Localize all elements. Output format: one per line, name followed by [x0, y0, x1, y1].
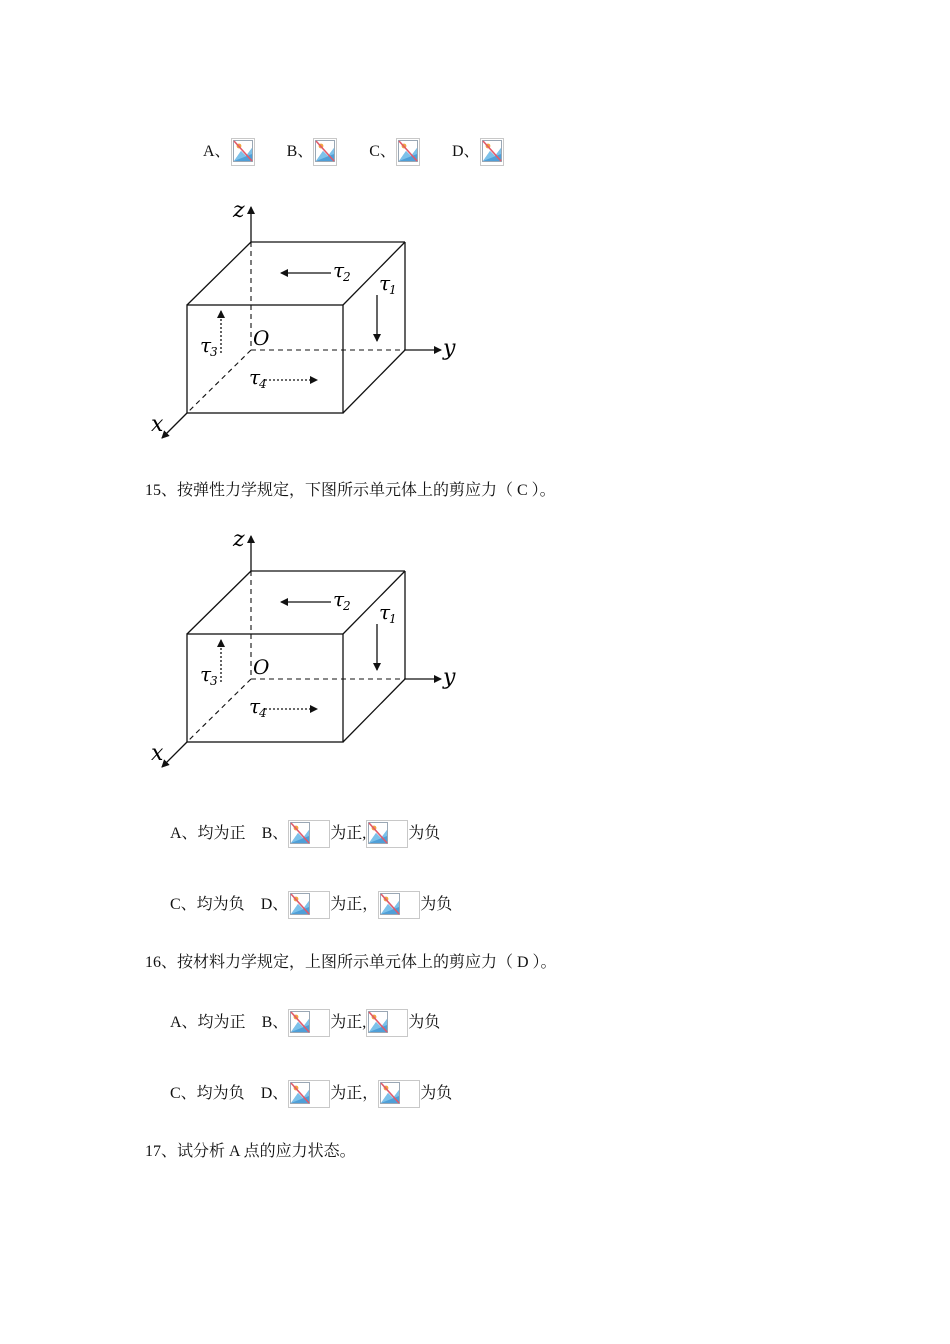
origin-label: O: [253, 655, 270, 679]
q16-options-row-1: [170, 1009, 440, 1037]
q16-option-d-end: 为负: [420, 1085, 453, 1102]
q15-option-b-mid: 为正,: [330, 825, 367, 842]
axis-z-label: z: [233, 198, 245, 223]
q16-option-b-end: 为负: [408, 1014, 441, 1031]
q14-option-a-label: A、: [203, 143, 231, 160]
broken-image-icon: [288, 820, 330, 848]
q15-option-c: C、均为负: [170, 896, 245, 913]
q16-option-b-label: B、: [261, 1014, 289, 1031]
tau-symbol: τ: [333, 587, 345, 611]
tau-symbol: τ: [200, 333, 212, 357]
tau-subscript: 3: [210, 674, 218, 688]
q14-options-row: [203, 138, 504, 166]
tau-symbol: τ: [200, 662, 212, 686]
broken-image-icon: [231, 138, 255, 166]
q15-option-d-end: 为负: [420, 896, 453, 913]
broken-image-icon: [480, 138, 504, 166]
cube-diagram-1: [145, 195, 475, 450]
q17-question: 17、试分析 A 点的应力状态。: [145, 1143, 356, 1160]
q15-options-row-1: [170, 820, 440, 848]
q15-option-d-mid: 为正，: [330, 896, 379, 913]
q15-question: 15、按弹性力学规定，下图所示单元体上的剪应力（ C ）。: [145, 482, 556, 499]
tau-symbol: τ: [249, 365, 261, 389]
tau-subscript: 4: [259, 706, 267, 720]
broken-image-icon: [378, 1080, 420, 1108]
q16-option-d-mid: 为正，: [330, 1085, 379, 1102]
q16-option-d-label: D、: [260, 1085, 289, 1102]
broken-image-icon: [366, 820, 408, 848]
axis-x-label: x: [151, 741, 164, 766]
q15-option-a: A、均为正: [170, 825, 246, 842]
q15-option-b-end: 为负: [408, 825, 441, 842]
q16-option-a: A、均为正: [170, 1014, 246, 1031]
q14-option-c-label: C、: [369, 143, 396, 160]
broken-image-icon: [288, 891, 330, 919]
broken-image-icon: [288, 1009, 330, 1037]
broken-image-icon: [396, 138, 420, 166]
tau-symbol: τ: [379, 600, 391, 624]
cube-diagram-2: [145, 524, 475, 779]
q15-option-b-label: B、: [261, 825, 289, 842]
tau-subscript: 1: [389, 612, 397, 626]
broken-image-icon: [313, 138, 337, 166]
tau-subscript: 4: [259, 377, 267, 391]
tau-subscript: 2: [343, 270, 351, 284]
q16-option-b-mid: 为正,: [330, 1014, 367, 1031]
axis-y-label: y: [443, 665, 456, 690]
tau-symbol: τ: [249, 694, 261, 718]
tau-symbol: τ: [379, 271, 391, 295]
broken-image-icon: [366, 1009, 408, 1037]
q16-question: 16、按材料力学规定，上图所示单元体上的剪应力（ D ）。: [145, 954, 557, 971]
tau-subscript: 3: [210, 345, 218, 359]
q15-options-row-2: [170, 891, 452, 919]
origin-label: O: [253, 326, 270, 350]
tau-subscript: 1: [389, 283, 397, 297]
broken-image-icon: [288, 1080, 330, 1108]
q16-option-c: C、均为负: [170, 1085, 245, 1102]
broken-image-icon: [378, 891, 420, 919]
q15-option-d-label: D、: [260, 896, 289, 913]
axis-y-label: y: [443, 336, 456, 361]
q16-options-row-2: [170, 1080, 452, 1108]
tau-symbol: τ: [333, 258, 345, 282]
axis-x-label: x: [151, 412, 164, 437]
q14-option-d-label: D、: [451, 143, 480, 160]
axis-z-label: z: [233, 527, 245, 552]
q14-option-b-label: B、: [286, 143, 314, 160]
tau-subscript: 2: [343, 599, 351, 613]
